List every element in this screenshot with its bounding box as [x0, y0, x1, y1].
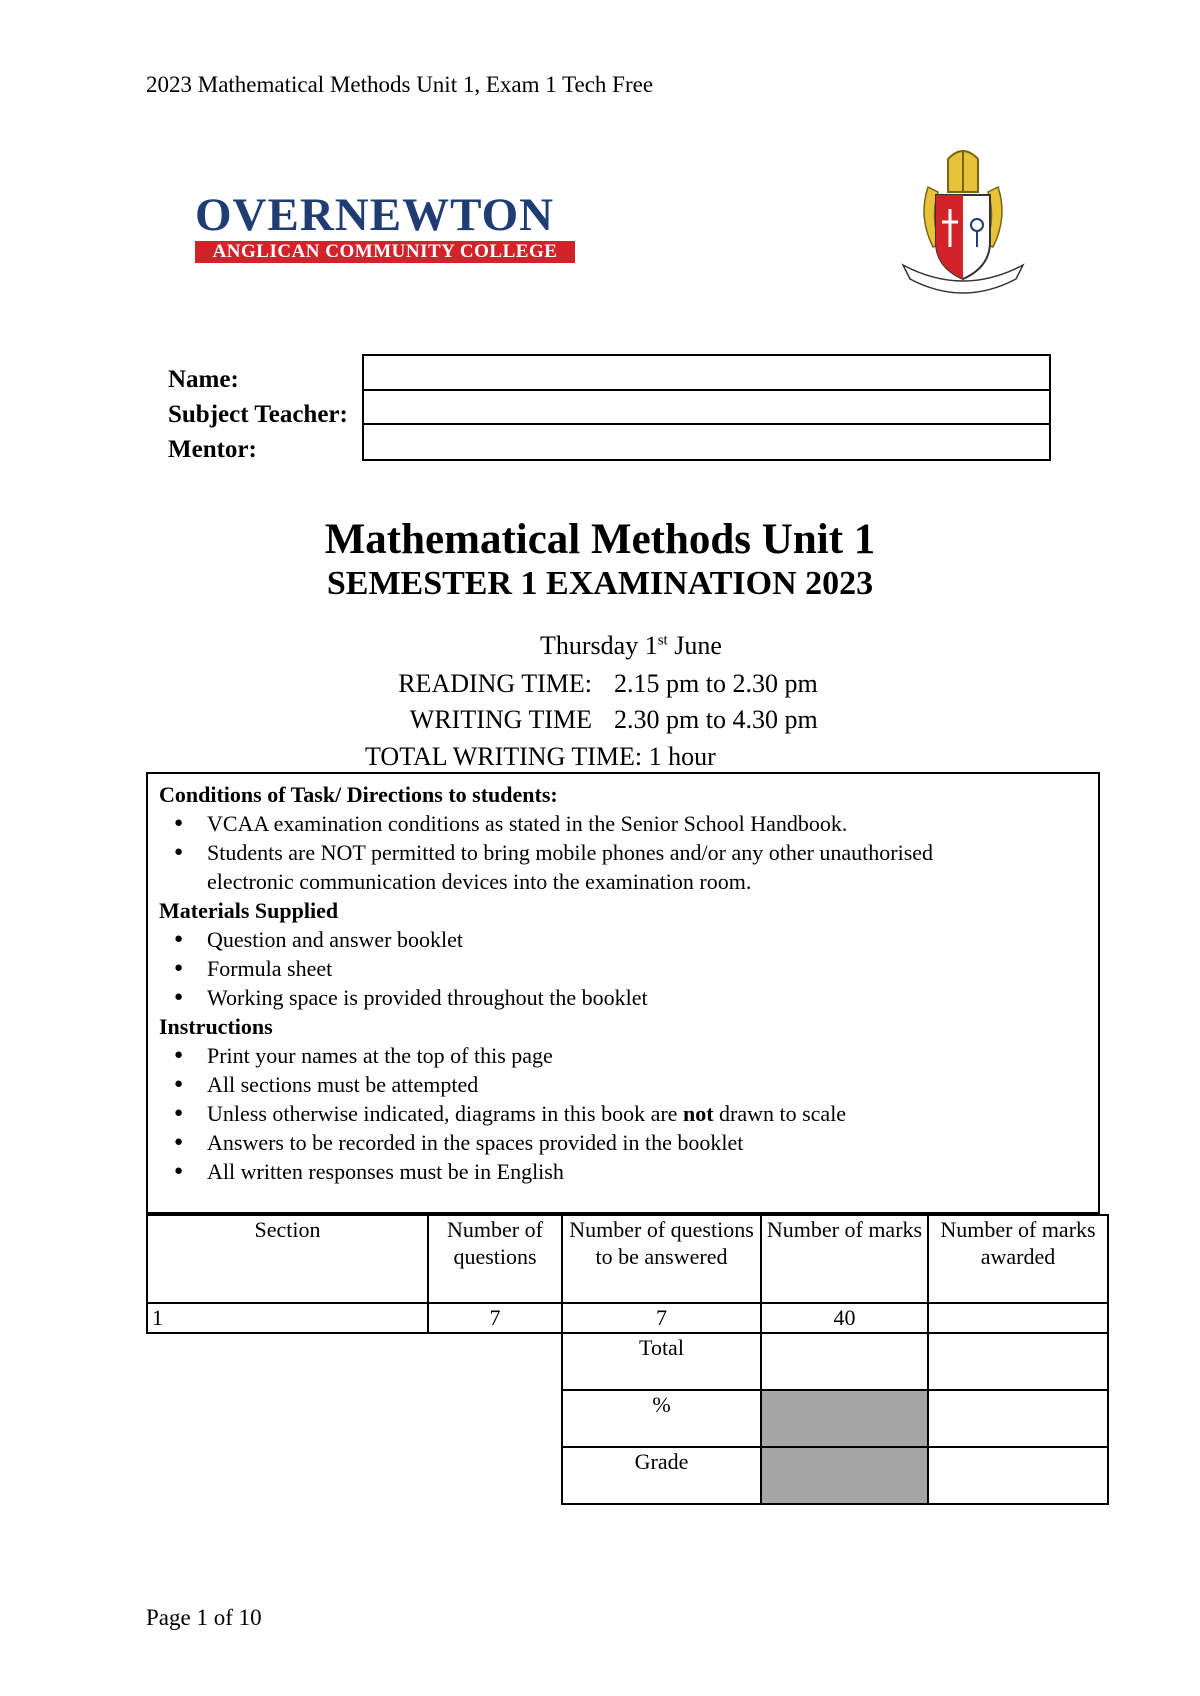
list-item: ● Working space is provided throughout the booklet	[207, 983, 1089, 1012]
logo-subtitle: ANGLICAN COMMUNITY COLLEGE	[195, 241, 575, 263]
instructions-list	[159, 1041, 1089, 1186]
shaded-cell	[761, 1390, 928, 1447]
name-field[interactable]	[362, 354, 1051, 391]
percent-cell[interactable]	[928, 1390, 1108, 1447]
writing-time-value: 2.30 pm to 4.30 pm	[614, 705, 818, 734]
emphasis: not	[682, 1101, 714, 1126]
logo-wordmark: OVERNEWTON	[195, 189, 555, 241]
blank-cell	[147, 1390, 562, 1447]
percent-row	[147, 1390, 1108, 1447]
date-suffix: June	[667, 631, 722, 660]
list-item: ● VCAA examination conditions as stated in the Senior School Handbook.	[207, 809, 1089, 838]
instructions-heading: Instructions	[159, 1014, 273, 1039]
total-label: Total	[562, 1333, 761, 1390]
date-prefix: Thursday 1	[540, 631, 658, 660]
reading-time-value: 2.15 pm to 2.30 pm	[614, 669, 818, 698]
col-header-section: Section	[147, 1215, 428, 1303]
percent-label: %	[562, 1390, 761, 1447]
col-header-marks: Number of marks	[761, 1215, 928, 1303]
col-header-to-answer: Number of questions to be answered	[562, 1215, 761, 1303]
total-writing-time: TOTAL WRITING TIME: 1 hour	[365, 742, 716, 771]
list-item: ● All sections must be attempted	[207, 1070, 1089, 1099]
blank-cell	[147, 1333, 562, 1390]
materials-heading: Materials Supplied	[159, 898, 339, 923]
list-item	[207, 1099, 1089, 1128]
date-sup: st	[657, 632, 668, 649]
mentor-label: Mentor:	[168, 436, 257, 463]
cell-section: 1	[147, 1303, 428, 1333]
total-marks-cell[interactable]	[761, 1333, 928, 1390]
total-awarded-cell[interactable]	[928, 1333, 1108, 1390]
grade-cell[interactable]	[928, 1447, 1108, 1504]
list-item	[207, 838, 1089, 896]
list-item-text: drawn to scale	[713, 1101, 847, 1126]
name-label: Name:	[168, 366, 239, 393]
col-header-awarded: Number of marks awarded	[928, 1215, 1108, 1303]
total-row	[147, 1333, 1108, 1390]
materials-list	[159, 925, 1089, 1012]
student-field-labels	[168, 362, 348, 467]
table-header-row	[147, 1215, 1108, 1303]
page-number: Page 1 of 10	[146, 1605, 262, 1630]
col-header-questions: Number of questions	[428, 1215, 562, 1303]
list-item: ● Print your names at the top of this page	[207, 1041, 1089, 1070]
exam-date	[540, 631, 722, 661]
conditions-heading: Conditions of Task/ Directions to students:	[159, 782, 558, 807]
exam-subject-title: Mathematical Methods Unit 1	[324, 516, 876, 563]
cell-awarded[interactable]	[928, 1303, 1108, 1333]
school-crest-icon	[888, 147, 1038, 297]
list-item-line: Students are NOT permitted to bring mobile phones and/or any other unauthorised	[207, 840, 934, 865]
list-item: ● Answers to be recorded in the spaces provided in the booklet	[207, 1128, 1089, 1157]
cell-to-answer: 7	[562, 1303, 761, 1333]
table-row	[147, 1303, 1108, 1333]
school-logo	[195, 189, 575, 262]
subject-teacher-field[interactable]	[362, 389, 1051, 425]
list-item: ● Question and answer booklet	[207, 925, 1089, 954]
cell-questions: 7	[428, 1303, 562, 1333]
grade-row	[147, 1447, 1108, 1504]
shaded-cell	[761, 1447, 928, 1504]
conditions-box	[146, 772, 1100, 1214]
results-table	[146, 1214, 1109, 1505]
blank-cell	[147, 1447, 562, 1504]
exam-title: SEMESTER 1 EXAMINATION 2023	[326, 565, 874, 602]
reading-time-label: READING TIME:	[398, 669, 592, 698]
mentor-field[interactable]	[362, 423, 1051, 461]
cell-marks: 40	[761, 1303, 928, 1333]
writing-time-label: WRITING TIME	[409, 705, 592, 734]
list-item-text: Unless otherwise indicated, diagrams in this book are	[207, 1101, 683, 1126]
teacher-label: Subject Teacher:	[168, 401, 348, 428]
running-header: 2023 Mathematical Methods Unit 1, Exam 1 Tech Free	[146, 72, 654, 97]
list-item: ● Formula sheet	[207, 954, 1089, 983]
grade-label: Grade	[562, 1447, 761, 1504]
list-item: ● All written responses must be in English	[207, 1157, 1089, 1186]
list-item-line: electronic communication devices into the examination room.	[207, 869, 752, 894]
conditions-list	[159, 809, 1089, 896]
